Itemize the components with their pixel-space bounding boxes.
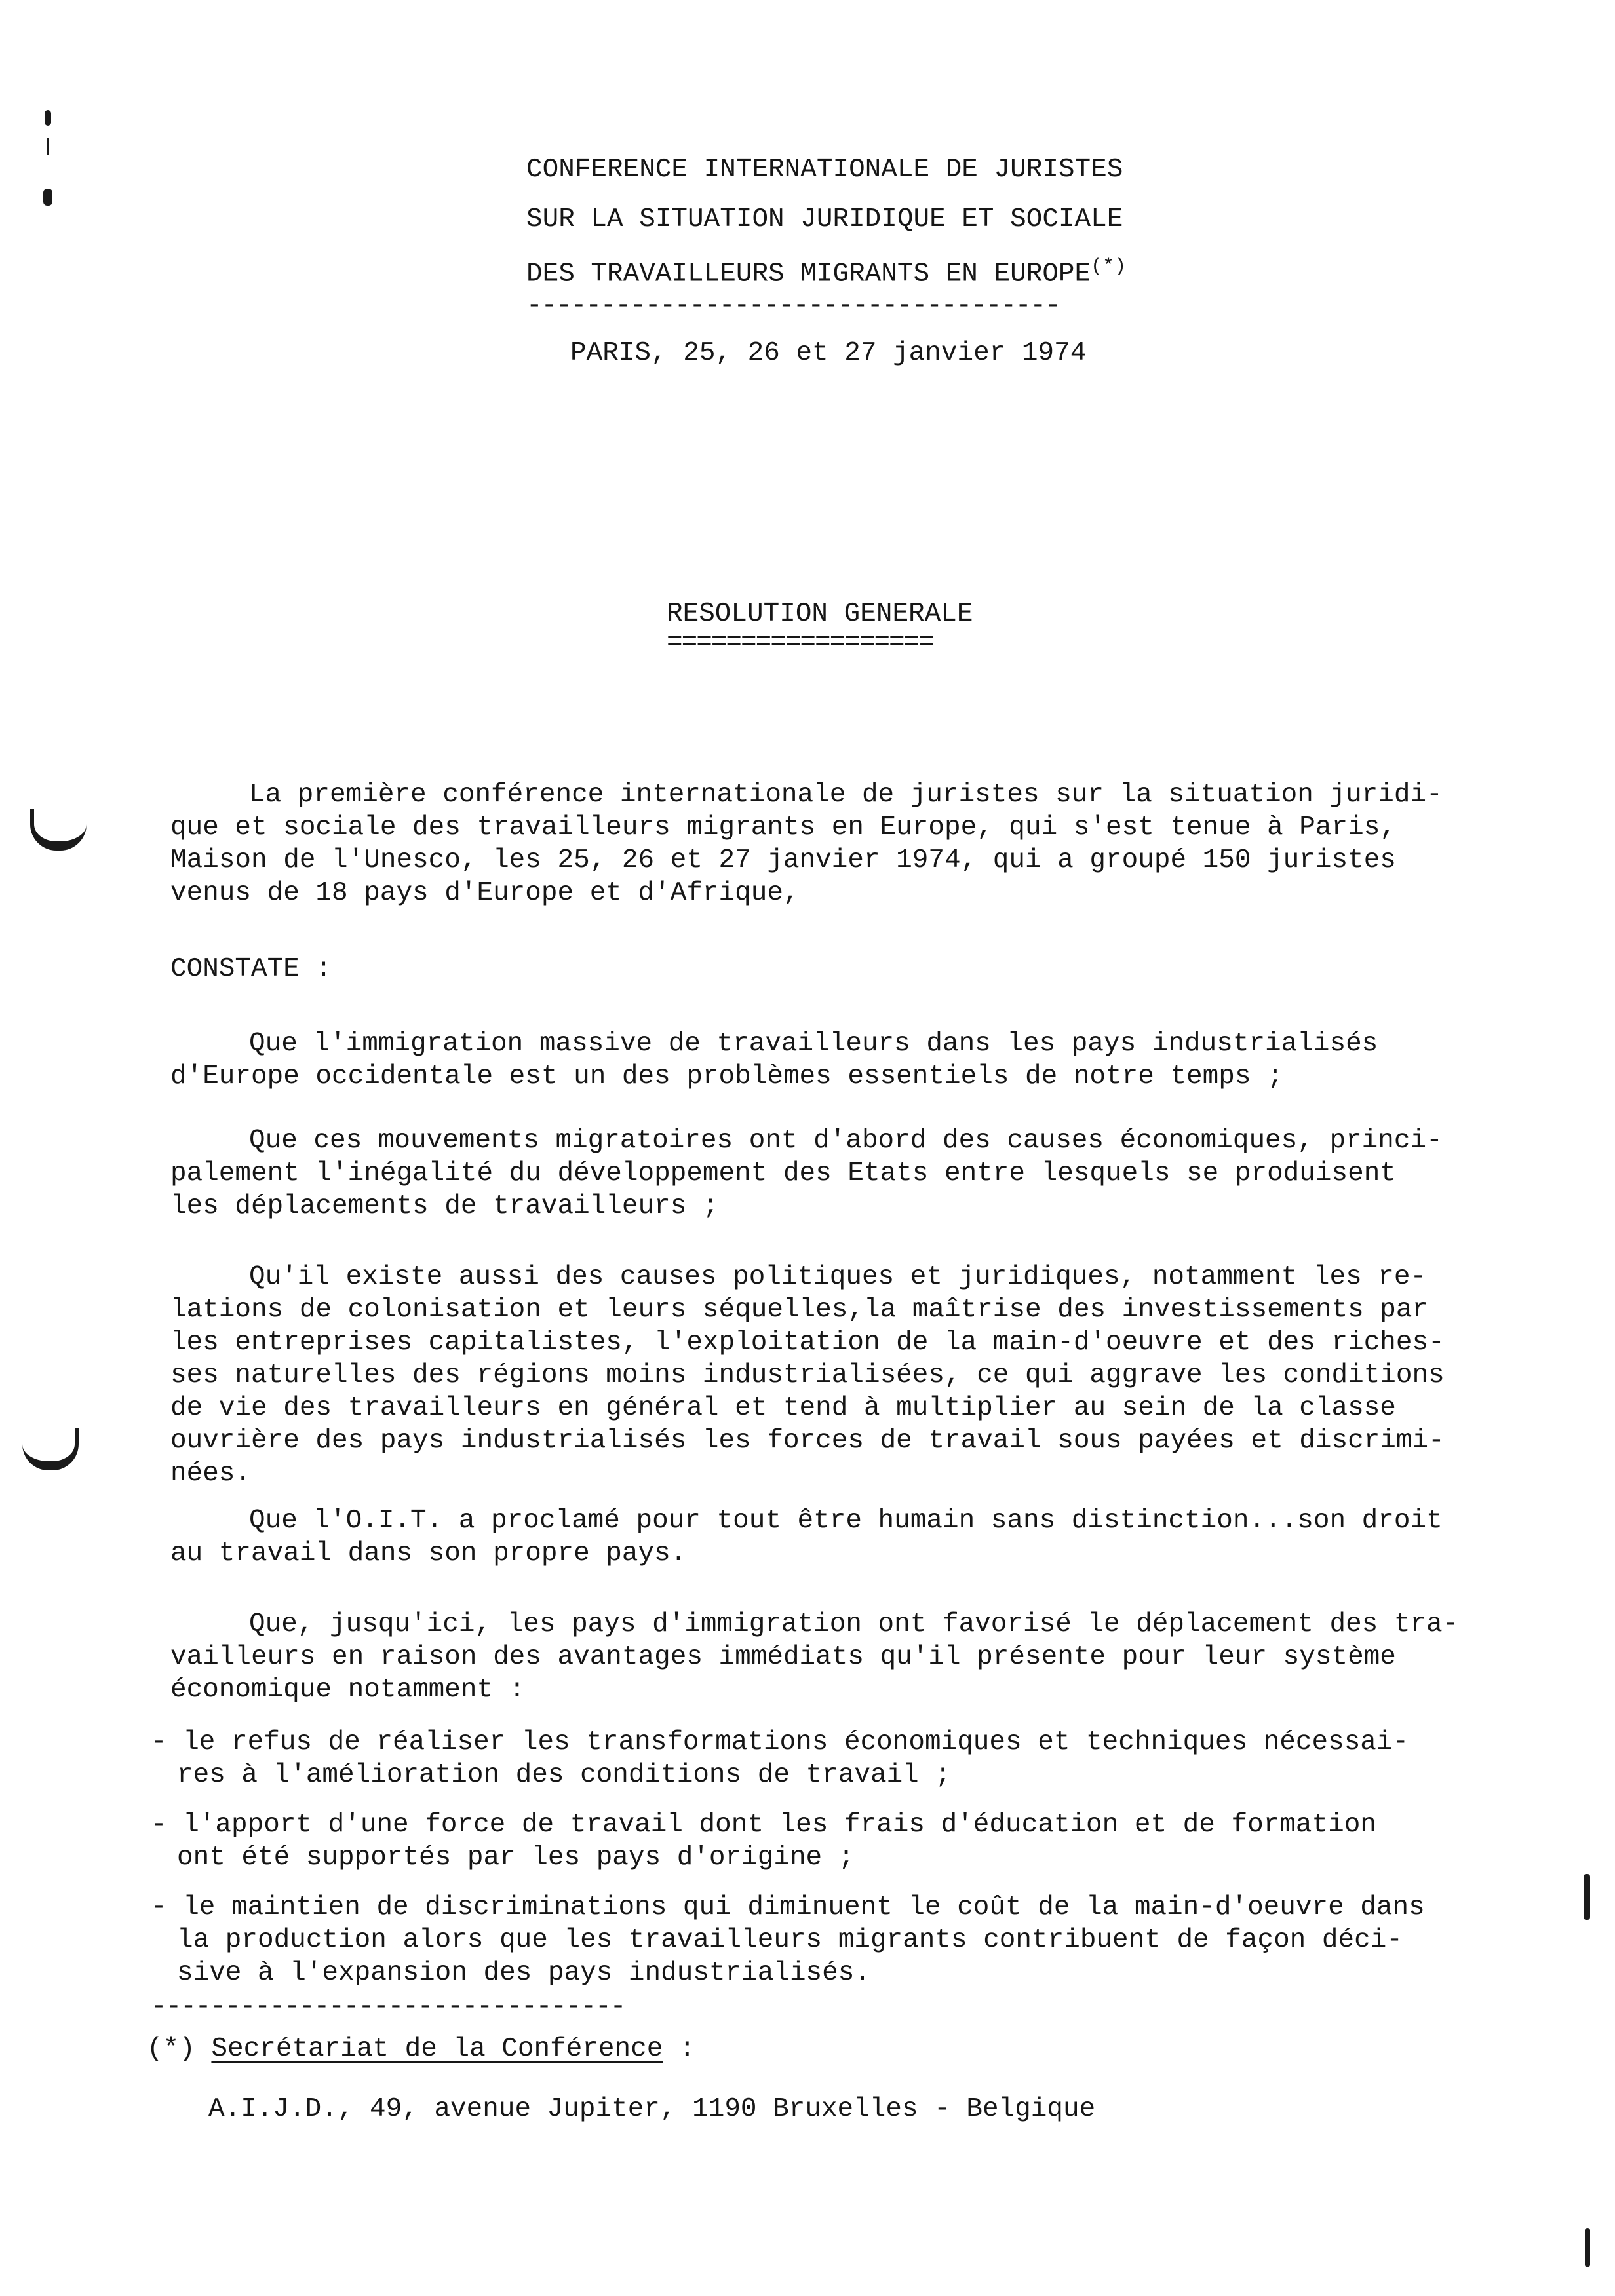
header-line-2: SUR LA SITUATION JURIDIQUE ET SOCIALE bbox=[526, 204, 1123, 235]
scan-mark-top-left bbox=[45, 110, 51, 126]
header-line-1: CONFERENCE INTERNATIONALE DE JURISTES bbox=[526, 155, 1123, 185]
header-separator: ------------------------------------ bbox=[526, 291, 1060, 321]
intro-line-4: venus de 18 pays d'Europe et d'Afrique, bbox=[170, 878, 800, 908]
footnote-label: Secrétariat de la Conférence bbox=[211, 2034, 663, 2064]
para5-line-2: vailleurs en raison des avantages immédiats qu'il présente pour leur système bbox=[170, 1642, 1396, 1672]
para4-line-2: au travail dans son propre pays. bbox=[170, 1539, 687, 1569]
bullet-3-line-3: sive à l'expansion des pays industrialisés. bbox=[177, 1958, 870, 1988]
scan-mark-right-1 bbox=[1584, 1874, 1590, 1920]
intro-line-3: Maison de l'Unesco, les 25, 26 et 27 janvier 1974, qui a groupé 150 juristes bbox=[170, 845, 1396, 875]
para2-line-2: palement l'inégalité du développement des Etats entre lesquels se produisent bbox=[170, 1158, 1396, 1189]
scan-mark-top-left-2 bbox=[47, 138, 49, 155]
resolution-title: RESOLUTION GENERALE bbox=[667, 599, 973, 629]
para3-line-6: ouvrière des pays industrialisés les forces de travail sous payées et discrimi- bbox=[170, 1426, 1445, 1456]
intro-line-1: La première conférence internationale de juristes sur la situation juridi- bbox=[249, 780, 1443, 810]
intro-line-2: que et sociale des travailleurs migrants en Europe, qui s'est tenue à Paris, bbox=[170, 813, 1396, 843]
footnote-address: A.I.J.D., 49, avenue Jupiter, 1190 Bruxelles - Belgique bbox=[208, 2094, 1096, 2124]
para3-line-1: Qu'il existe aussi des causes politiques et juridiques, notamment les re- bbox=[249, 1262, 1427, 1292]
conference-date: PARIS, 25, 26 et 27 janvier 1974 bbox=[570, 338, 1087, 368]
resolution-title-underline: ================== bbox=[667, 628, 933, 658]
footnote-heading bbox=[147, 2033, 695, 2065]
bullet-1-line-2: res à l'amélioration des conditions de travail ; bbox=[177, 1760, 951, 1790]
bullet-2-line-1: - l'apport d'une force de travail dont les frais d'éducation et de formation bbox=[151, 1810, 1376, 1840]
bullet-2-line-2: ont été supportés par les pays d'origine ; bbox=[177, 1843, 855, 1873]
footnote-colon: : bbox=[678, 2034, 695, 2064]
footnote-separator: -------------------------------- bbox=[151, 1992, 625, 2022]
bullet-3-line-2: la production alors que les travailleurs migrants contribuent de façon déci- bbox=[177, 1925, 1403, 1955]
para1-line-1: Que l'immigration massive de travailleurs dans les pays industrialisés bbox=[249, 1029, 1378, 1059]
para3-line-7: nées. bbox=[170, 1459, 252, 1489]
para3-line-5: de vie des travailleurs en général et tend à multiplier au sein de la classe bbox=[170, 1393, 1396, 1423]
para3-line-3: les entreprises capitalistes, l'exploitation de la main-d'oeuvre et des riches- bbox=[170, 1328, 1445, 1358]
para1-line-2: d'Europe occidentale est un des problèmes essentiels de notre temps ; bbox=[170, 1062, 1283, 1092]
constate-label: CONSTATE : bbox=[170, 954, 332, 984]
header-footnote-marker: (*) bbox=[1091, 256, 1127, 278]
footnote-marker: (*) bbox=[147, 2034, 195, 2064]
punch-hole-mark-2 bbox=[22, 1428, 79, 1470]
para2-line-3: les déplacements de travailleurs ; bbox=[170, 1191, 719, 1221]
scan-mark-top-left-3 bbox=[43, 189, 52, 206]
header-line-3 bbox=[526, 250, 1126, 291]
header-line-3-text: DES TRAVAILLEURS MIGRANTS EN EUROPE bbox=[526, 259, 1091, 290]
para4-line-1: Que l'O.I.T. a proclamé pour tout être humain sans distinction...son droit bbox=[249, 1506, 1443, 1536]
para2-line-1: Que ces mouvements migratoires ont d'abord des causes économiques, princi- bbox=[249, 1126, 1443, 1156]
para5-line-3: économique notamment : bbox=[170, 1675, 526, 1705]
bullet-1-line-1: - le refus de réaliser les transformations économiques et techniques nécessai- bbox=[151, 1727, 1409, 1757]
punch-hole-mark-1 bbox=[30, 809, 87, 851]
scan-mark-right-2 bbox=[1585, 2228, 1590, 2267]
para3-line-4: ses naturelles des régions moins industrialisées, ce qui aggrave les conditions bbox=[170, 1360, 1445, 1390]
para3-line-2: lations de colonisation et leurs séquelles,la maîtrise des investissements par bbox=[170, 1295, 1429, 1325]
bullet-3-line-1: - le maintien de discriminations qui diminuent le coût de la main-d'oeuvre dans bbox=[151, 1892, 1425, 1923]
para5-line-1: Que, jusqu'ici, les pays d'immigration ont favorisé le déplacement des tra- bbox=[249, 1609, 1459, 1639]
